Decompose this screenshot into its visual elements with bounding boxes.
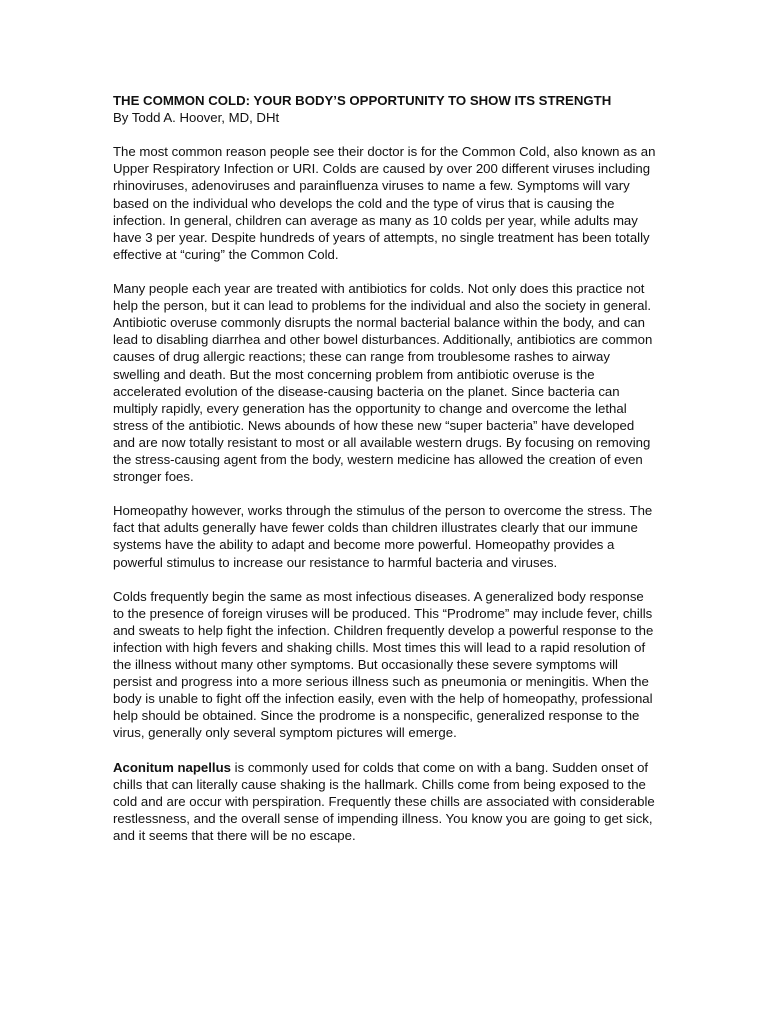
document-title: THE COMMON COLD: YOUR BODY’S OPPORTUNITY TO SHOW ITS STRENGTH	[113, 93, 612, 108]
document-body	[113, 92, 658, 861]
paragraph-homeopathy: Homeopathy however, works through the stimulus of the person to overcome the stress. The fact that adults generally have fewer colds than children illustrates clearly that our immune systems have the ability to adapt and become more powerful. Homeopathy provides a powerful stimulus to increase our resistance to harmful bacteria and viruses.	[113, 503, 653, 570]
paragraph-antibiotics: Many people each year are treated with antibiotics for colds. Not only does this practice not help the person, but it can lead to problems for the individual and also the society in general. Antibiotic overuse commonly disrupts the normal bacterial balance within the body, and can lead to disabling diarrhea and other bowel disturbances. Additionally, antibiotics are common causes of drug allergic reactions; these can range from troublesome rashes to airway swelling and death. But the most concerning problem from antibiotic overuse is the accelerated evolution of the disease-causing bacteria on the planet. Since bacteria can multiply rapidly, every generation has the opportunity to change and overcome the lethal stress of the antibiotic. News abounds of how these new “super bacteria” have developed and are now totally resistant to most or all available western drugs. By focusing on removing the stress-causing agent from the body, western medicine has allowed the creation of even stronger foes.	[113, 281, 653, 485]
remedy-description: is commonly used for colds that come on with a bang. Sudden onset of chills that can literally cause shaking is the hallmark. Chills come from being exposed to the cold and are occur with perspiration. Frequently these chills are associated with considerable restlessness, and the overall sense of impending illness. You know you are going to get sick, and it seems that there will be no escape.	[113, 759, 655, 844]
document-byline: By Todd A. Hoover, MD, DHt	[113, 110, 280, 126]
paragraph-intro: The most common reason people see their doctor is for the Common Cold, also known as an Upper Respiratory Infection or URI. Colds are caused by over 200 different viruses including rhinoviruses, adenoviruses and parainfluenza viruses to name a few. Symptoms will vary based on the individual who develops the cold and the type of virus that is causing the infection. In general, children can average as many as 10 colds per year, while adults may have 3 per year. Despite hundreds of years of attempts, no single treatment has been totally effective at “curing” the Common Cold.	[113, 144, 656, 262]
paragraph-aconitum	[113, 759, 658, 844]
paragraph-prodrome: Colds frequently begin the same as most infectious diseases. A generalized body response to the presence of foreign viruses will be produced. This “Prodrome” may include fever, chills and sweats to help fight the infection. Children frequently develop a powerful response to the infection with high fevers and shaking chills. Most times this will lead to a rapid resolution of the illness without many other symptoms. But occasionally these severe symptoms will persist and progress into a more serious illness such as pneumonia or meningitis. When the body is unable to fight off the infection easily, even with the help of homeopathy, professional help should be obtained. Since the prodrome is a nonspecific, generalized response to the virus, generally only several symptom pictures will emerge.	[113, 588, 654, 741]
remedy-name: Aconitum napellus	[113, 759, 231, 775]
